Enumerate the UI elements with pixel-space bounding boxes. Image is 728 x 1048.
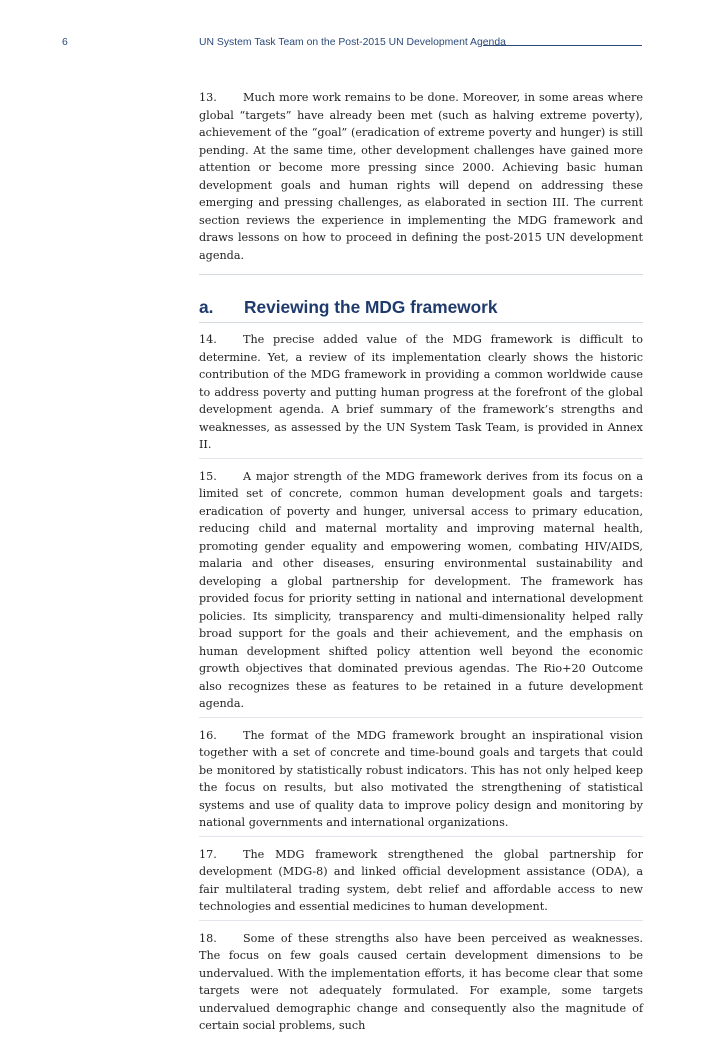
- paragraph-18: [199, 930, 643, 1039]
- paragraph-14: [199, 331, 643, 459]
- paragraph-text: The precise added value of the MDG framework is difficult to determine. Yet, a review of its implementation clearly shows the historic contribution of the MDG framework in providing a common worldwide cause to address poverty and putting human progress at the forefront of the global development agenda. A brief summary of the framework’s strengths and weaknesses, as assessed by the UN System Task Team, is provided in Annex II.: [199, 333, 643, 451]
- page-number: 6: [62, 37, 68, 48]
- paragraph-text: The format of the MDG framework brought an inspirational vision together with a set of concrete and time-bound goals and targets that could be monitored by statistically robust indicators. This has not only helped keep the focus on results, but also motivated the strengthening of statistical systems and use of quality data to improve policy design and monitoring by national governments and international organizations.: [199, 728, 643, 829]
- header-rule: [483, 45, 642, 46]
- paragraph-number: 13.: [199, 91, 217, 104]
- paragraph-number: 18.: [199, 931, 217, 945]
- paragraph-15: [199, 468, 643, 718]
- section-heading: [199, 296, 643, 323]
- section-title: Reviewing the MDG framework: [244, 297, 498, 317]
- paragraph-text: The MDG framework strengthened the global partnership for development (MDG-8) and linked official development assistance (ODA), a fair multilateral trading system, debt relief and affordable access to new technologies and essential medicines to human development.: [199, 847, 643, 913]
- paragraph-text: Some of these strengths also have been perceived as weaknesses. The focus on few goals caused certain development dimensions to be undervalued. With the implementation efforts, it has become clear that some targets were not adequately formulated. For example, some targets undervalued demographic change and consequently also the magnitude of certain social problems, such: [199, 931, 643, 1032]
- paragraph-text: Much more work remains to be done. Moreover, in some areas where global “targets” have already been met (such as halving extreme poverty), achievement of the “goal” (eradication of extreme poverty and hunger) is still pending. At the same time, other development challenges have gained more attention or become more pressing since 2000. Achieving basic human development goals and human rights will depend on addressing these emerging and pressing challenges, as elaborated in section III. The current section reviews the experience in implementing the MDG framework and draws lessons on how to proceed in defining the post-2015 UN development agenda.: [199, 91, 643, 262]
- page-header: [0, 37, 728, 53]
- paragraph-number: 17.: [199, 847, 217, 861]
- paragraph-number: 15.: [199, 469, 217, 483]
- paragraph-number: 16.: [199, 728, 217, 742]
- paragraph-13: [199, 89, 643, 275]
- paragraph-16: [199, 727, 643, 837]
- paragraph-17: [199, 846, 643, 921]
- paragraph-text: A major strength of the MDG framework derives from its focus on a limited set of concrete, common human development goals and targets: eradication of poverty and hunger, universal access to primary education, reducing child and maternal mortality and improving maternal health, promoting gender equality and empowering women, combating HIV/AIDS, malaria and other diseases, ensuring environmental sustainability and developing a global partnership for development. The framework has provided focus for priority setting in national and international development policies. Its simplicity, transparency and multi-dimensionality helped rally broad support for the goals and their achievement, and the emphasis on human development shifted policy attention well beyond the economic growth objectives that dominated previous agendas. The Rio+20 Outcome also recognizes these as features to be retained in a future development agenda.: [199, 469, 643, 710]
- paragraph-number: 14.: [199, 333, 217, 346]
- running-title: UN System Task Team on the Post-2015 UN Development Agenda: [199, 37, 506, 48]
- document-body: [199, 89, 643, 1048]
- section-letter: a.: [199, 297, 214, 317]
